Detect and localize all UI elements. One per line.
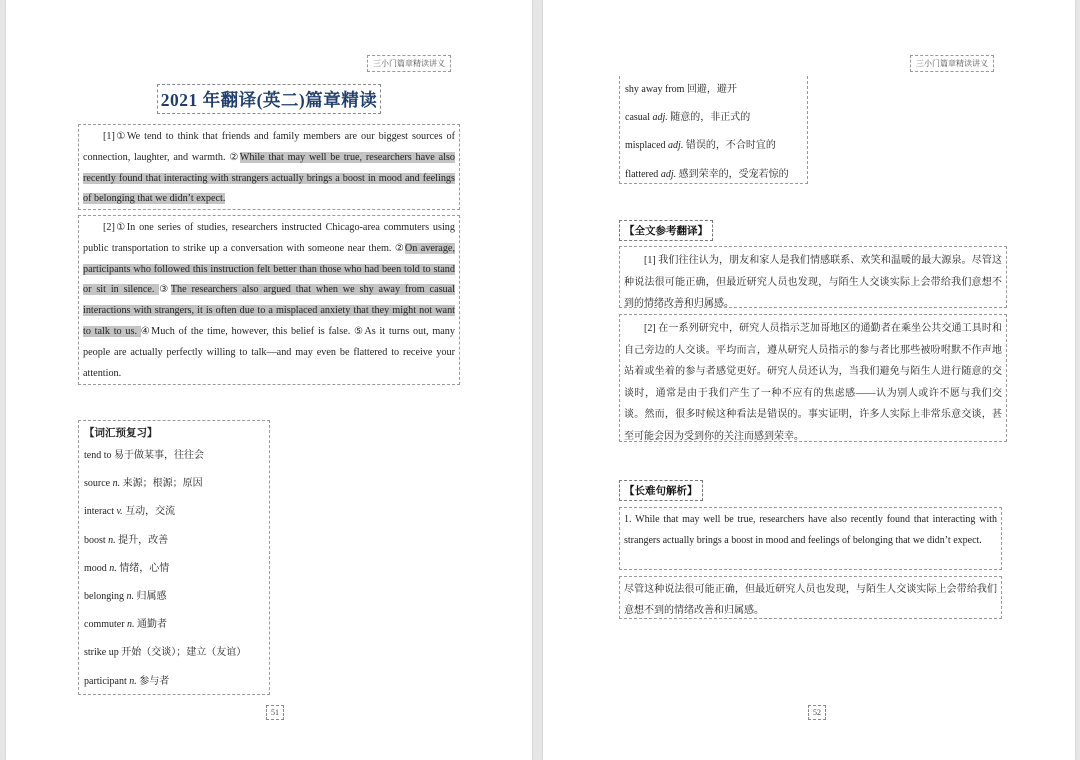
paragraph-1: [1]①We tend to think that friends and family members are our biggest sources of connection, laughter, and warmth. ②While that may well be true, researchers have also recently found that interacting with strangers actually brings a boost in mood and feelings of belonging that we didn’t expect. bbox=[83, 131, 455, 205]
page-number: 52 bbox=[808, 705, 826, 720]
header-tag: 三小门篇章精读讲义 bbox=[367, 55, 451, 72]
paragraph-number: [2] bbox=[103, 222, 115, 233]
highlighted-sentence: The researchers also argued that when we shy away from casual interactions with strangers, it is often due to a misplaced anxiety that they might not want to talk to us. bbox=[83, 284, 456, 337]
vocab-item bbox=[79, 555, 269, 583]
analysis-sentence-en: 1. While that may well be true, researchers have also recently found that interacting with strangers actually brings a boost in mood and feelings of belonging that we didn’t expect. bbox=[624, 514, 997, 546]
vocab-pos: adj. bbox=[660, 168, 677, 180]
highlighted-sentence: On average, participants who followed this instruction felt better than those who had been told to stand or sit in silence. bbox=[83, 242, 455, 296]
vocab-meaning: 提升，改善 bbox=[118, 534, 169, 546]
translation-paragraph-2: [2] 在一系列研究中，研究人员指示芝加哥地区的通勤者在乘坐公共交通工具时和自己旁边的人交谈。平均而言，遵从研究人员指示的参与者比那些被吩咐默不作声地站着或坐着的参与者感觉更好。研究人员还认为，当我们避免与陌生人进行随意的交谈时，通常是由于我们产生了一种不应有的焦虑感——认为别人或许不愿与我们交谈。然而，很多时候这种看法是错误的。事实证明，许多人实际上非常乐意交谈，甚至可能会因为受到你的关注而感到荣幸。 bbox=[624, 323, 1002, 442]
vocab-meaning: 回避，避开 bbox=[686, 84, 737, 95]
vocab-item bbox=[620, 161, 807, 189]
vocab-pos: n. bbox=[112, 478, 121, 490]
vocab-item bbox=[79, 498, 269, 526]
translation-title: 【全文参考翻译】 bbox=[619, 220, 713, 241]
analysis-zh-box bbox=[619, 576, 1002, 619]
vocab-word: flattered bbox=[625, 168, 659, 180]
vocab-meaning: 通勤者 bbox=[137, 619, 168, 631]
page-title: 2021 年翻译(英二)篇章精读 bbox=[160, 89, 378, 110]
paragraph-2: [2]①In one series of studies, researchers instructed Chicago-area commuters using public transportation to strike up a conversation with someone near them. ②On average, participants who followed this instruction felt better than those who had been told to stand or sit in silence. ③The researchers also argued that when we shy away from casual interactions with strangers, it is often due to a misplaced anxiety that they might not want to talk to us. ④Much of the time, however, this belief is false. ⑤As it turns out, many people are actually perfectly willing to talk—and may even be flattered to receive your attention. bbox=[83, 222, 456, 379]
vocab-item bbox=[620, 132, 807, 160]
vocab-pos: n. bbox=[127, 619, 135, 631]
vocab-word: mood bbox=[84, 562, 107, 574]
translation-2-box bbox=[619, 314, 1007, 442]
translation-1-box bbox=[619, 246, 1007, 308]
paragraph-1-box bbox=[78, 124, 460, 210]
vocab-pos: n. bbox=[129, 675, 137, 687]
vocab-word: casual bbox=[625, 112, 650, 124]
vocab-word: interact bbox=[84, 506, 114, 518]
vocab-item bbox=[79, 442, 269, 470]
vocab-meaning: 互动，交流 bbox=[125, 506, 176, 518]
vocab-word: belonging bbox=[84, 590, 124, 602]
vocab-pos: n. bbox=[108, 534, 116, 546]
vocab-list bbox=[79, 442, 269, 696]
vocab-meaning: 来源；根源；原因 bbox=[122, 478, 203, 490]
vocab-word: source bbox=[84, 478, 111, 490]
vocab-item bbox=[620, 76, 807, 104]
vocab-title: 【词汇预复习】 bbox=[84, 428, 158, 439]
vocab-pos: adj. bbox=[652, 112, 668, 124]
highlighted-sentence: While that may well be true, researchers have also recently found that interacting with strangers actually brings a boost in mood and feelings of belonging that we didn’t expect. bbox=[83, 151, 455, 205]
vocab-meaning: 易于做某事，往往会 bbox=[114, 450, 204, 461]
paragraph-2-box bbox=[78, 215, 460, 385]
vocab-continued-box bbox=[619, 76, 808, 184]
vocab-meaning: 情绪，心情 bbox=[119, 562, 170, 574]
vocab-item bbox=[79, 611, 269, 639]
vocab-item bbox=[620, 104, 807, 132]
vocab-pos: n. bbox=[126, 590, 134, 602]
vocab-meaning: 感到荣幸的，受宠若惊的 bbox=[678, 168, 789, 180]
vocab-meaning: 错误的，不合时宜的 bbox=[685, 140, 776, 152]
vocab-meaning: 归属感 bbox=[136, 590, 167, 602]
vocab-meaning: 随意的，非正式的 bbox=[670, 112, 751, 124]
paragraph-number: [1] bbox=[103, 131, 115, 142]
vocab-item bbox=[79, 470, 269, 498]
page-number: 51 bbox=[266, 705, 284, 720]
vocab-word: tend to bbox=[84, 450, 112, 461]
vocab-item bbox=[79, 527, 269, 555]
vocab-word: commuter bbox=[84, 619, 125, 631]
right-page bbox=[543, 0, 1075, 760]
vocab-meaning: 开始（交谈）；建立（友谊） bbox=[121, 647, 247, 659]
analysis-sentence-zh: 尽管这种说法很可能正确，但最近研究人员也发现，与陌生人交谈实际上会带给我们意想不到的情绪改善和归属感。 bbox=[624, 584, 997, 616]
page-title-box bbox=[157, 84, 381, 114]
vocab-word: shy away from bbox=[625, 84, 685, 95]
vocab-word: strike up bbox=[84, 647, 119, 659]
vocab-pos: adj. bbox=[668, 140, 684, 152]
vocab-meaning: 参与者 bbox=[139, 675, 170, 687]
translation-paragraph-1: [1] 我们往往认为，朋友和家人是我们情感联系、欢笑和温暖的最大源泉。尽管这种说法很可能正确，但最近研究人员也发现，与陌生人交谈实际上会带给我们意想不到的情绪改善和归属感。 bbox=[624, 255, 1002, 309]
vocab-list bbox=[620, 76, 807, 189]
left-page bbox=[6, 0, 532, 760]
header-tag: 三小门篇章精读讲义 bbox=[910, 55, 994, 72]
vocab-box bbox=[78, 420, 270, 695]
analysis-title: 【长难句解析】 bbox=[619, 480, 703, 501]
vocab-pos: v. bbox=[116, 506, 123, 518]
vocab-item bbox=[79, 668, 269, 696]
vocab-word: misplaced bbox=[625, 140, 666, 152]
vocab-item bbox=[79, 639, 269, 667]
vocab-word: boost bbox=[84, 534, 106, 546]
vocab-word: participant bbox=[84, 675, 127, 687]
vocab-pos: n. bbox=[109, 562, 117, 574]
analysis-en-box bbox=[619, 507, 1002, 570]
vocab-item bbox=[79, 583, 269, 611]
